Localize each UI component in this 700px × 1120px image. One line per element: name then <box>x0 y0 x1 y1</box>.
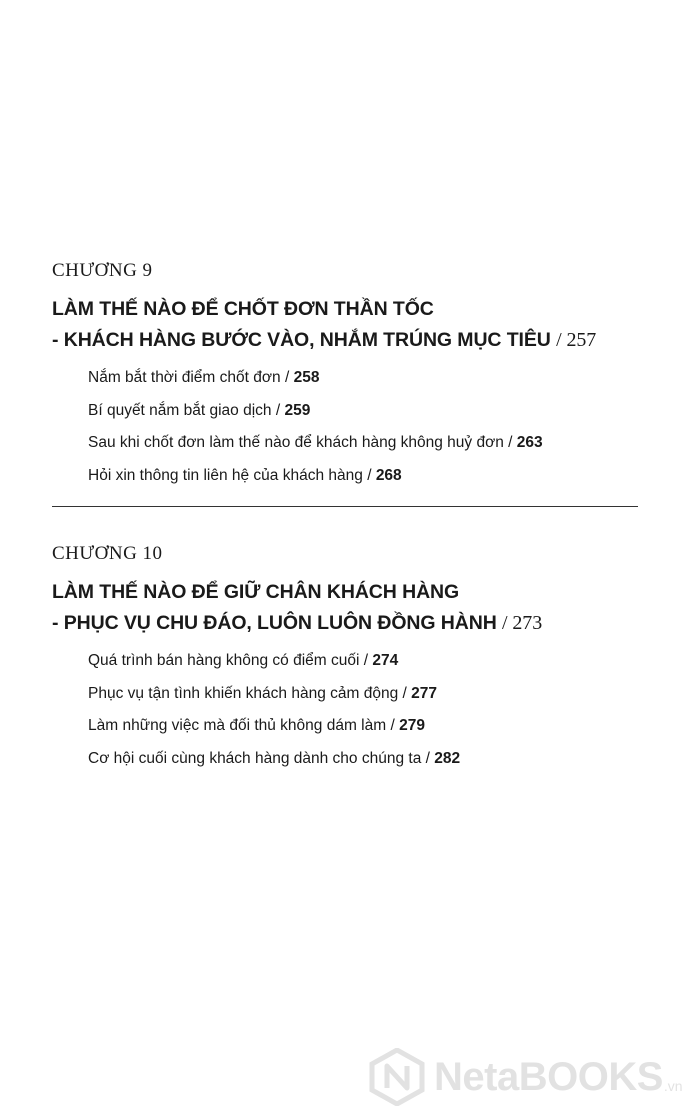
toc-entry-title: Bí quyết nắm bắt giao dịch / <box>88 401 281 419</box>
chapter-9 <box>52 258 638 492</box>
chapter-label: CHƯƠNG 10 <box>52 543 163 564</box>
chapter-subtitle: - PHỤC VỤ CHU ĐÁO, LUÔN LUÔN ĐỒNG HÀNH <box>52 612 497 634</box>
toc-entry-title: Cơ hội cuối cùng khách hàng dành cho chúng ta / <box>88 749 430 767</box>
watermark-brand: NetaBOOKS <box>434 1054 663 1099</box>
toc-entry-page: 263 <box>516 434 543 451</box>
watermark-suffix: .vn <box>663 1078 683 1094</box>
toc-entry-page: 259 <box>284 401 311 419</box>
toc-entry[interactable] <box>88 743 638 776</box>
table-of-contents <box>52 258 638 775</box>
toc-entry[interactable] <box>88 710 638 743</box>
toc-entry[interactable] <box>88 678 638 711</box>
chapter-title-line-2 <box>52 325 638 356</box>
chapter-title <box>52 577 638 639</box>
toc-entry-page: 282 <box>434 749 461 767</box>
chapter-divider <box>52 506 638 507</box>
netabooks-logo-icon <box>368 1048 426 1106</box>
section-list <box>52 645 638 775</box>
chapter-title-line-1: LÀM THẾ NÀO ĐỂ GIỮ CHÂN KHÁCH HÀNG <box>52 581 460 603</box>
watermark <box>368 1046 688 1108</box>
toc-entry-title: Nắm bắt thời điểm chốt đơn / <box>88 369 290 386</box>
toc-entry-page: 274 <box>372 652 399 669</box>
toc-entry-page: 258 <box>293 369 320 386</box>
chapter-title-line-1: LÀM THẾ NÀO ĐỂ CHỐT ĐƠN THẦN TỐC <box>52 298 434 320</box>
section-list <box>52 362 638 492</box>
toc-entry-page: 277 <box>411 684 438 702</box>
toc-entry[interactable] <box>88 460 638 493</box>
toc-entry-page: 268 <box>375 466 402 484</box>
chapter-title <box>52 294 638 356</box>
chapter-page-number: / 273 <box>502 612 543 634</box>
chapter-10 <box>52 541 638 775</box>
chapter-title-line-2 <box>52 608 638 639</box>
toc-entry[interactable] <box>88 362 638 395</box>
toc-entry-title: Sau khi chốt đơn làm thế nào để khách hàng không huỷ đơn / <box>88 434 513 451</box>
toc-entry-title: Quá trình bán hàng không có điểm cuối / <box>88 652 369 669</box>
toc-entry-page: 279 <box>399 717 425 734</box>
chapter-label: CHƯƠNG 9 <box>52 260 153 281</box>
toc-entry-title: Phục vụ tận tình khiến khách hàng cảm động / <box>88 684 407 702</box>
chapter-subtitle: - KHÁCH HÀNG BƯỚC VÀO, NHẮM TRÚNG MỤC TIÊU <box>52 329 551 351</box>
toc-entry-title: Hỏi xin thông tin liên hệ của khách hàng / <box>88 466 372 484</box>
toc-entry[interactable] <box>88 395 638 428</box>
chapter-page-number: / 257 <box>556 329 597 351</box>
toc-entry-title: Làm những việc mà đối thủ không dám làm / <box>88 717 395 734</box>
toc-entry[interactable] <box>88 645 638 678</box>
toc-entry[interactable] <box>88 427 638 460</box>
